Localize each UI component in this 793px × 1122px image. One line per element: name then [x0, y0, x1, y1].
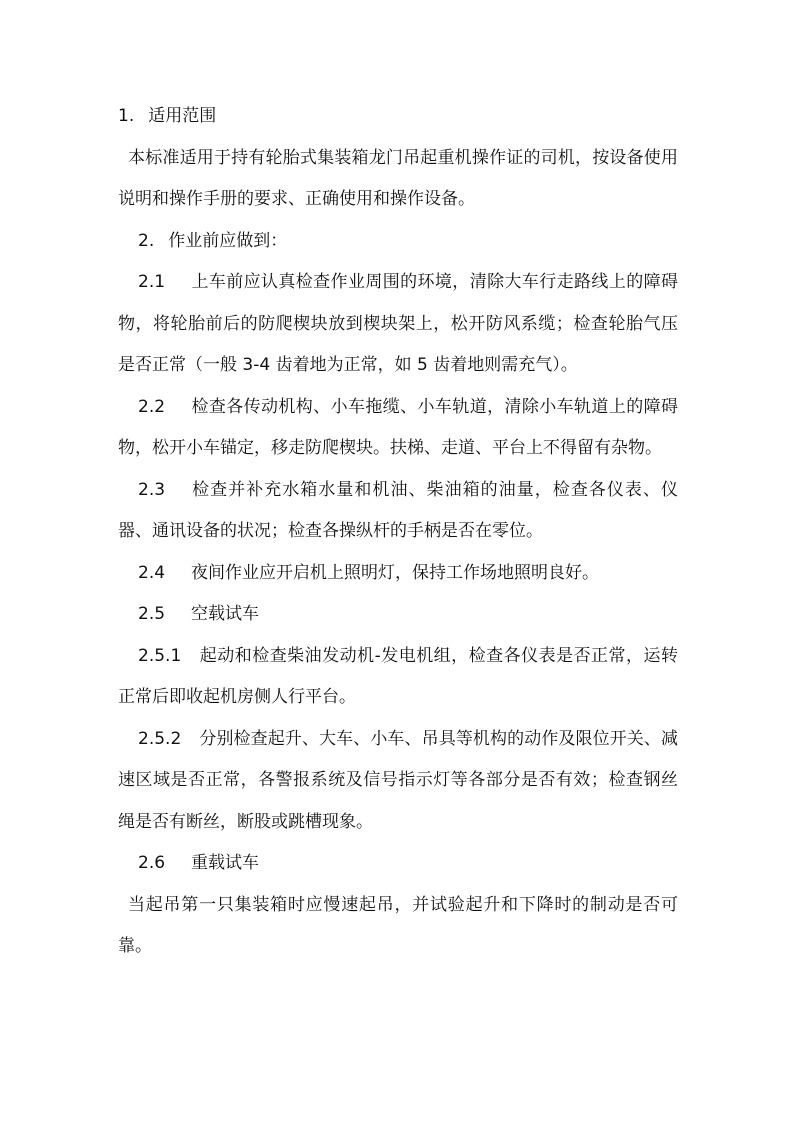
item-number: 2.5.2 — [138, 728, 182, 749]
item-number: 2.6 — [138, 853, 166, 873]
item-text: 检查并补充水箱水量和机油、柴油箱的油量，检查各仪表、仪器、通讯设备的状况；检查各操纵杆的手柄是否在零位。 — [118, 479, 678, 541]
item-text: 夜间作业应开启机上照明灯，保持工作场地照明良好。 — [191, 562, 600, 583]
item-number: 2.2 — [138, 396, 166, 417]
item-2-6 — [118, 843, 678, 885]
section-title: 适用范围 — [148, 106, 217, 126]
item-2-5-1 — [118, 636, 678, 719]
item-text: 空载试车 — [191, 604, 260, 624]
item-number: 2.5 — [138, 604, 166, 624]
section-number: 2. — [138, 230, 155, 251]
item-2-4 — [118, 553, 678, 595]
item-text: 起动和检查柴油发动机-发电机组，检查各仪表是否正常，运转正常后即收起机房侧人行平台。 — [118, 645, 678, 707]
item-2-1 — [118, 262, 678, 387]
item-text: 上车前应认真检查作业周围的环境，清除大车行走路线上的障碍物，将轮胎前后的防爬楔块放到楔块架上，松开防风系缆；检查轮胎气压是否正常（一般 3-4 齿着地为正常，如 5 齿着地则需充气）。 — [118, 272, 678, 375]
item-text: 重载试车 — [191, 853, 260, 873]
item-number: 2.3 — [138, 479, 166, 500]
section-heading-1 — [118, 96, 678, 138]
item-2-5-2 — [118, 719, 678, 844]
paragraph-scope: 本标准适用于持有轮胎式集装箱龙门吊起重机操作证的司机，按设备使用说明和操作手册的要求、正确使用和操作设备。 — [118, 147, 678, 209]
item-text: 检查各传动机构、小车拖缆、小车轨道，清除小车轨道上的障碍物，松开小车锚定，移走防爬楔块。扶梯、走道、平台上不得留有杂物。 — [118, 396, 678, 458]
section-title: 作业前应做到： — [168, 230, 288, 251]
item-number: 2.4 — [138, 562, 166, 583]
section-heading-2 — [118, 221, 678, 263]
item-number: 2.1 — [138, 272, 166, 292]
item-2-3 — [118, 470, 678, 553]
section-number: 1. — [118, 106, 135, 126]
item-number: 2.5.1 — [138, 645, 182, 666]
item-2-2 — [118, 387, 678, 470]
item-text: 分别检查起升、大车、小车、吊具等机构的动作及限位开关、减速区域是否正常，各警报系统及信号指示灯等各部分是否有效；检查钢丝绳是否有断丝，断股或跳槽现象。 — [118, 728, 678, 832]
document-body — [118, 96, 678, 968]
item-2-5 — [118, 594, 678, 636]
paragraph-heavy-load-test: 当起吊第一只集装箱时应慢速起吊，并试验起升和下降时的制动是否可靠。 — [118, 894, 678, 956]
